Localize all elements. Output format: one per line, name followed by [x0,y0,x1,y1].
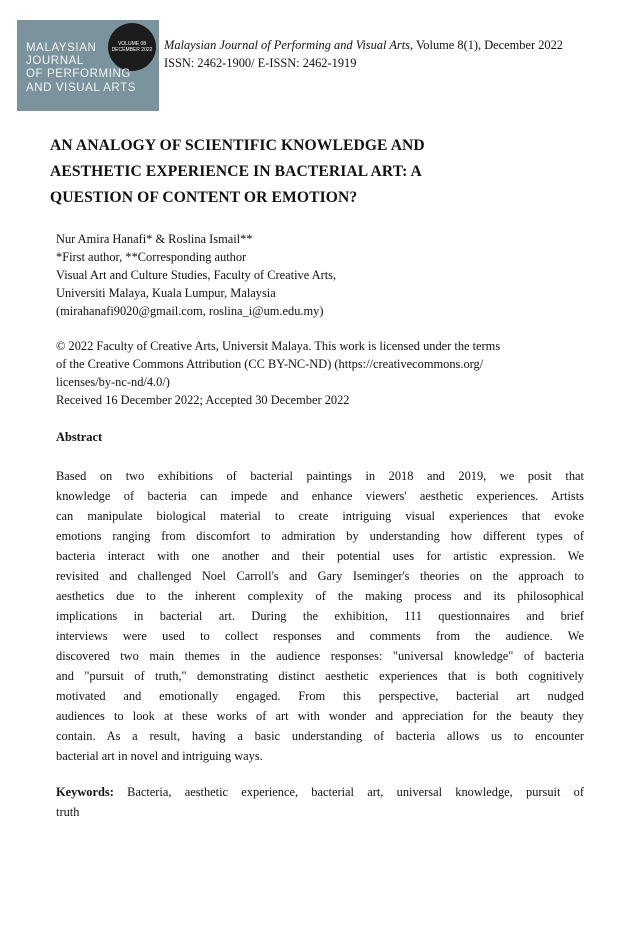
logo-line: JOURNAL [26,55,84,68]
abstract-line: bacteria interact with one another and their potential uses for artistic expression. We [56,549,584,563]
title-line: QUESTION OF CONTENT OR EMOTION? [50,189,358,206]
abstract-line: contain. As a result, having a basic understanding of bacteria allows us to encounter [56,729,584,743]
journal-name: Malaysian Journal of Performing and Visual Arts [164,38,410,52]
abstract-line: motivated and emotionally engaged. From this perspective, bacterial art nudged [56,689,584,703]
title-line: AN ANALOGY OF SCIENTIFIC KNOWLEDGE AND [50,137,425,154]
abstract-line: implications in bacterial art. During the exhibition, 111 questionnaires and brief [56,609,584,623]
license-block [56,337,500,409]
logo-line: OF PERFORMING [26,68,131,81]
author-emails: (mirahanafi9020@gmail.com, roslina_i@um.edu.my) [56,304,324,318]
keywords-line [56,782,584,802]
abstract-line: can manipulate biological material to create intriguing visual experiences that evoke [56,509,584,523]
journal-citation [164,38,563,53]
license-line: licenses/by-nc-nd/4.0/) [56,375,170,389]
abstract-line: discovered two main themes in the audience responses: "universal knowledge" of bacteria [56,649,584,663]
abstract-body [56,466,584,766]
keywords-block [56,782,584,822]
logo-line: MALAYSIAN [26,42,97,54]
received-dates: Received 16 December 2022; Accepted 30 December 2022 [56,393,350,407]
keywords-label: Keywords: [56,785,114,799]
badge-volume: VOLUME 08 [117,41,147,47]
abstract-line: interviews were used to collect responses and comments from the audience. We [56,629,584,643]
keywords-list: Bacteria, aesthetic experience, bacterial art, universal knowledge, pursuit of [113,785,584,799]
abstract-line: and "pursuit of truth," demonstrating distinct aesthetic experiences that is both cognitively [56,669,584,683]
logo-line: AND VISUAL ARTS [26,81,136,94]
abstract-line: bacterial art in novel and intriguing ways. [56,749,263,763]
abstract-line: revisited and challenged Noel Carroll's and Gary Iseminger's theories on the approach to [56,569,584,583]
author-names: Nur Amira Hanafi* & Roslina Ismail** [56,232,253,246]
logo-title [26,42,136,95]
article-title [50,133,570,211]
badge-date: DECEMBER 2022 [111,47,153,53]
issn-line: ISSN: 2462-1900/ E-ISSN: 2462-1919 [164,56,357,70]
keywords-line-2: truth [56,805,80,819]
abstract-line: audiences to look at these works of art with wonder and appreciation for the beauty they [56,709,584,723]
journal-logo [17,20,159,111]
affiliation-line: Universiti Malaya, Kuala Lumpur, Malaysia [56,286,276,300]
abstract-line: knowledge of bacteria can impede and enhance viewers' aesthetic experiences. Artists [56,489,584,503]
author-block [56,230,336,320]
abstract-line: Based on two exhibitions of bacterial paintings in 2018 and 2019, we posit that [56,469,584,483]
abstract-line: aesthetics due to the inherent complexity of the making process and its philosophical [56,589,584,603]
abstract-line: emotions ranging from discomfort to admiration by understanding how different types of [56,529,584,543]
title-line: AESTHETIC EXPERIENCE IN BACTERIAL ART: A [50,163,422,180]
license-line: of the Creative Commons Attribution (CC BY-NC-ND) (https://creativecommons.org/ [56,357,484,371]
license-line: © 2022 Faculty of Creative Arts, Universit Malaya. This work is licensed under the terms [56,339,501,353]
author-roles: *First author, **Corresponding author [56,250,247,264]
affiliation-line: Visual Art and Culture Studies, Faculty of Creative Arts, [56,268,337,282]
abstract-heading: Abstract [56,430,103,444]
volume-info: , Volume 8(1), December 2022 [409,38,563,52]
